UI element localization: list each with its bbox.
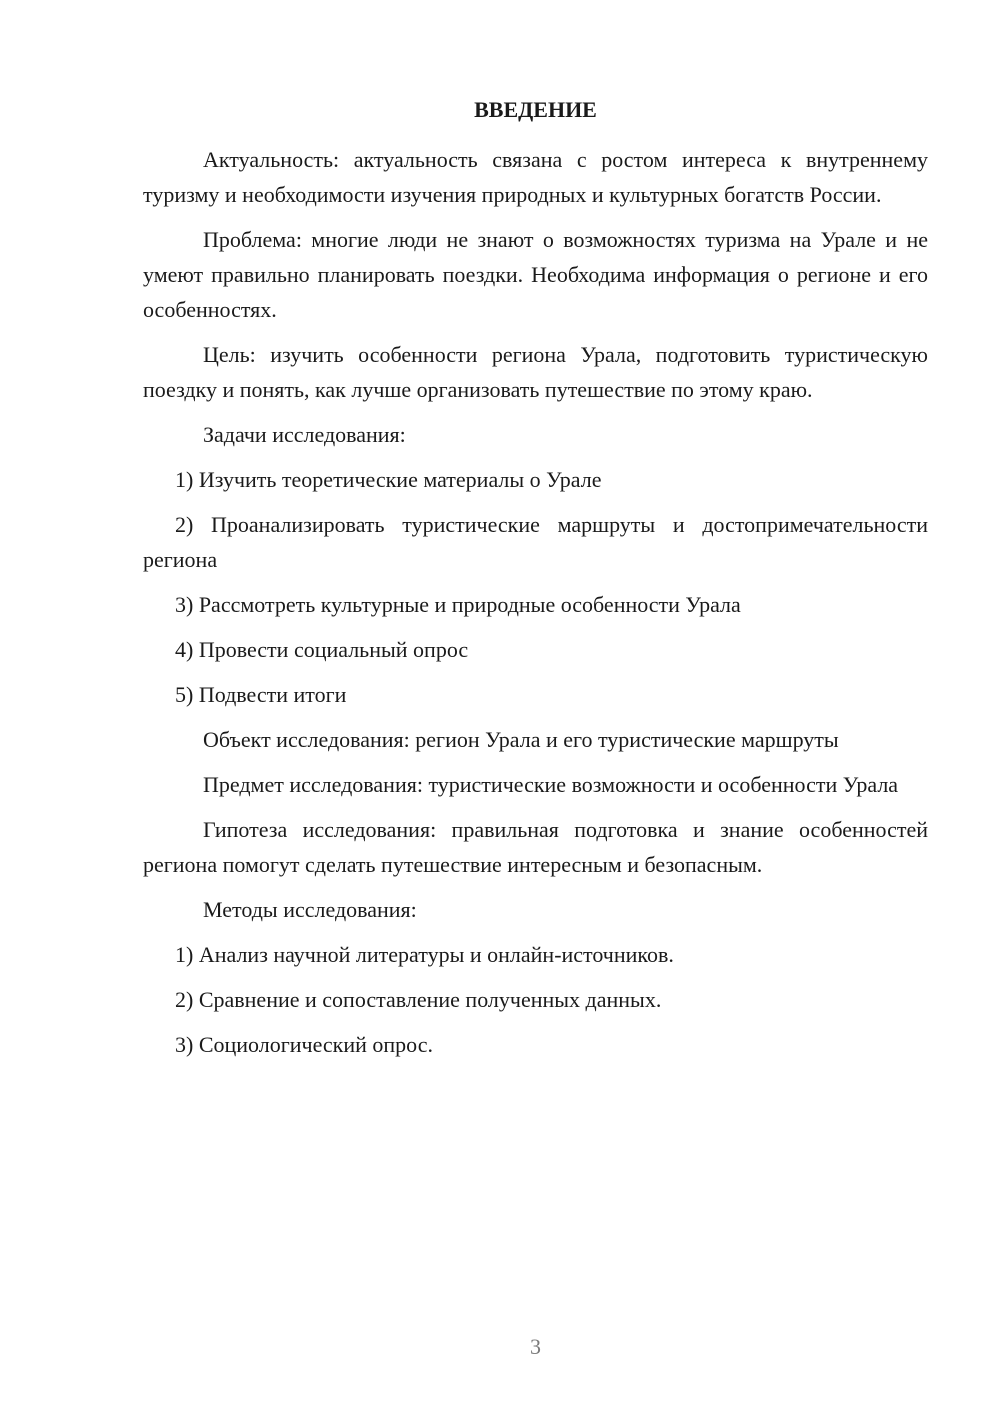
page-title: ВВЕДЕНИЕ bbox=[474, 97, 597, 122]
document-body bbox=[143, 142, 928, 1072]
method-item: 1) Анализ научной литературы и онлайн-источников. bbox=[175, 942, 674, 967]
task-item: 3) Рассмотреть культурные и природные особенности Урала bbox=[175, 592, 741, 617]
document-page bbox=[143, 0, 928, 1414]
hypothesis-paragraph: Гипотеза исследования: правильная подготовка и знание особенностей региона помогут сделать путешествие интересным и безопасным. bbox=[143, 817, 928, 877]
goal-paragraph: Цель: изучить особенности региона Урала, подготовить туристическую поездку и понять, как лучше организовать путешествие по этому краю. bbox=[143, 342, 928, 402]
task-item: 1) Изучить теоретические материалы о Урале bbox=[175, 467, 602, 492]
task-item: 4) Провести социальный опрос bbox=[175, 637, 469, 662]
page-number: 3 bbox=[530, 1334, 541, 1359]
relevance-paragraph: Актуальность: актуальность связана с ростом интереса к внутреннему туризму и необходимости изучения природных и культурных богатств России. bbox=[143, 147, 928, 207]
method-item: 3) Социологический опрос. bbox=[175, 1032, 433, 1057]
subject-paragraph: Предмет исследования: туристические возможности и особенности Урала bbox=[203, 772, 899, 797]
task-item: 5) Подвести итоги bbox=[175, 682, 347, 707]
tasks-heading: Задачи исследования: bbox=[203, 422, 406, 447]
methods-heading: Методы исследования: bbox=[203, 897, 417, 922]
object-paragraph: Объект исследования: регион Урала и его туристические маршруты bbox=[203, 727, 839, 752]
problem-paragraph: Проблема: многие люди не знают о возможностях туризма на Урале и не умеют правильно планировать поездки. Необходима информация о регионе и его особенностях. bbox=[143, 227, 928, 322]
method-item: 2) Сравнение и сопоставление полученных данных. bbox=[175, 987, 662, 1012]
task-item: 2) Проанализировать туристические маршруты и достопримечательности региона bbox=[143, 512, 928, 572]
